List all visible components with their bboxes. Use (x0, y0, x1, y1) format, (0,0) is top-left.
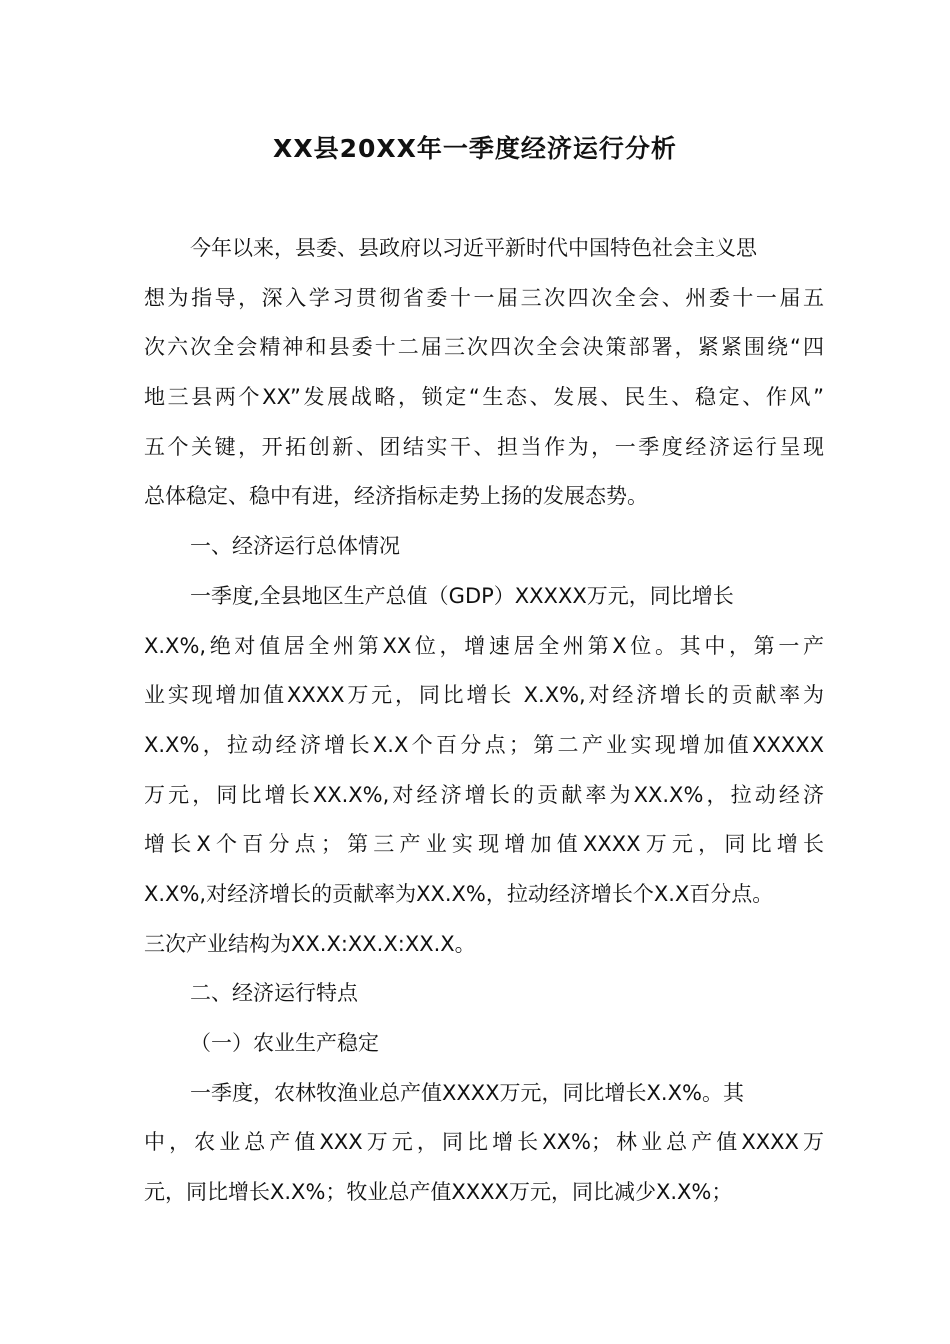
paragraph-line: 五个关键，开拓创新、团结实干、担当作为，一季度经济运行呈现 (144, 434, 824, 459)
paragraph-line: 次六次全会精神和县委十二届三次四次全会决策部署，紧紧围绕“四 (144, 335, 824, 360)
section-heading: 二、经济运行特点 (190, 981, 358, 1006)
paragraph-line: 三次产业结构为XX.X:XX.X:XX.X。 (144, 931, 476, 956)
subsection-heading: （一）农业生产稳定 (190, 1031, 379, 1055)
paragraph-line: 中，农业总产值XXX万元，同比增长XX%；林业总产值XXXX万 (144, 1130, 824, 1155)
paragraph-line: 业实现增加值XXXX万元，同比增长 X.X%,对经济增长的贡献率为 (144, 683, 824, 708)
paragraph-line: 今年以来，县委、县政府以习近平新时代中国特色社会主义思 (190, 236, 757, 260)
paragraph-line: 元，同比增长X.X%；牧业总产值XXXX万元，同比减少X.X%； (144, 1180, 733, 1205)
paragraph-line: 想为指导，深入学习贯彻省委十一届三次四次全会、州委十一届五 (144, 285, 824, 310)
paragraph-line: 地三县两个XX”发展战略，锁定“生态、发展、民生、稳定、作风” (144, 385, 824, 410)
paragraph-line: 总体稳定、稳中有进，经济指标走势上扬的发展态势。 (144, 484, 648, 509)
document-body (144, 224, 824, 1218)
paragraph-line: 增长X个百分点；第三产业实现增加值XXXX万元，同比增长 (144, 832, 824, 857)
paragraph-line: 一季度，农林牧渔业总产值XXXX万元，同比增长X.X%。其 (190, 1080, 744, 1105)
paragraph-line: X.X%，拉动经济增长X.X个百分点；第二产业实现增加值XXXXX (144, 732, 824, 757)
paragraph-line: X.X%,绝对值居全州第XX位，增速居全州第X位。其中，第一产 (144, 633, 824, 658)
document-title: XX县20XX年一季度经济运行分析 (273, 134, 677, 163)
paragraph-line: X.X%,对经济增长的贡献率为XX.X%，拉动经济增长个X.X百分点。 (144, 881, 774, 906)
section-heading: 一、经济运行总体情况 (190, 534, 400, 559)
paragraph-line: 万元，同比增长XX.X%,对经济增长的贡献率为XX.X%，拉动经济 (144, 782, 824, 807)
paragraph-line: 一季度,全县地区生产总值（GDP）XXXXX万元，同比增长 (190, 583, 734, 608)
